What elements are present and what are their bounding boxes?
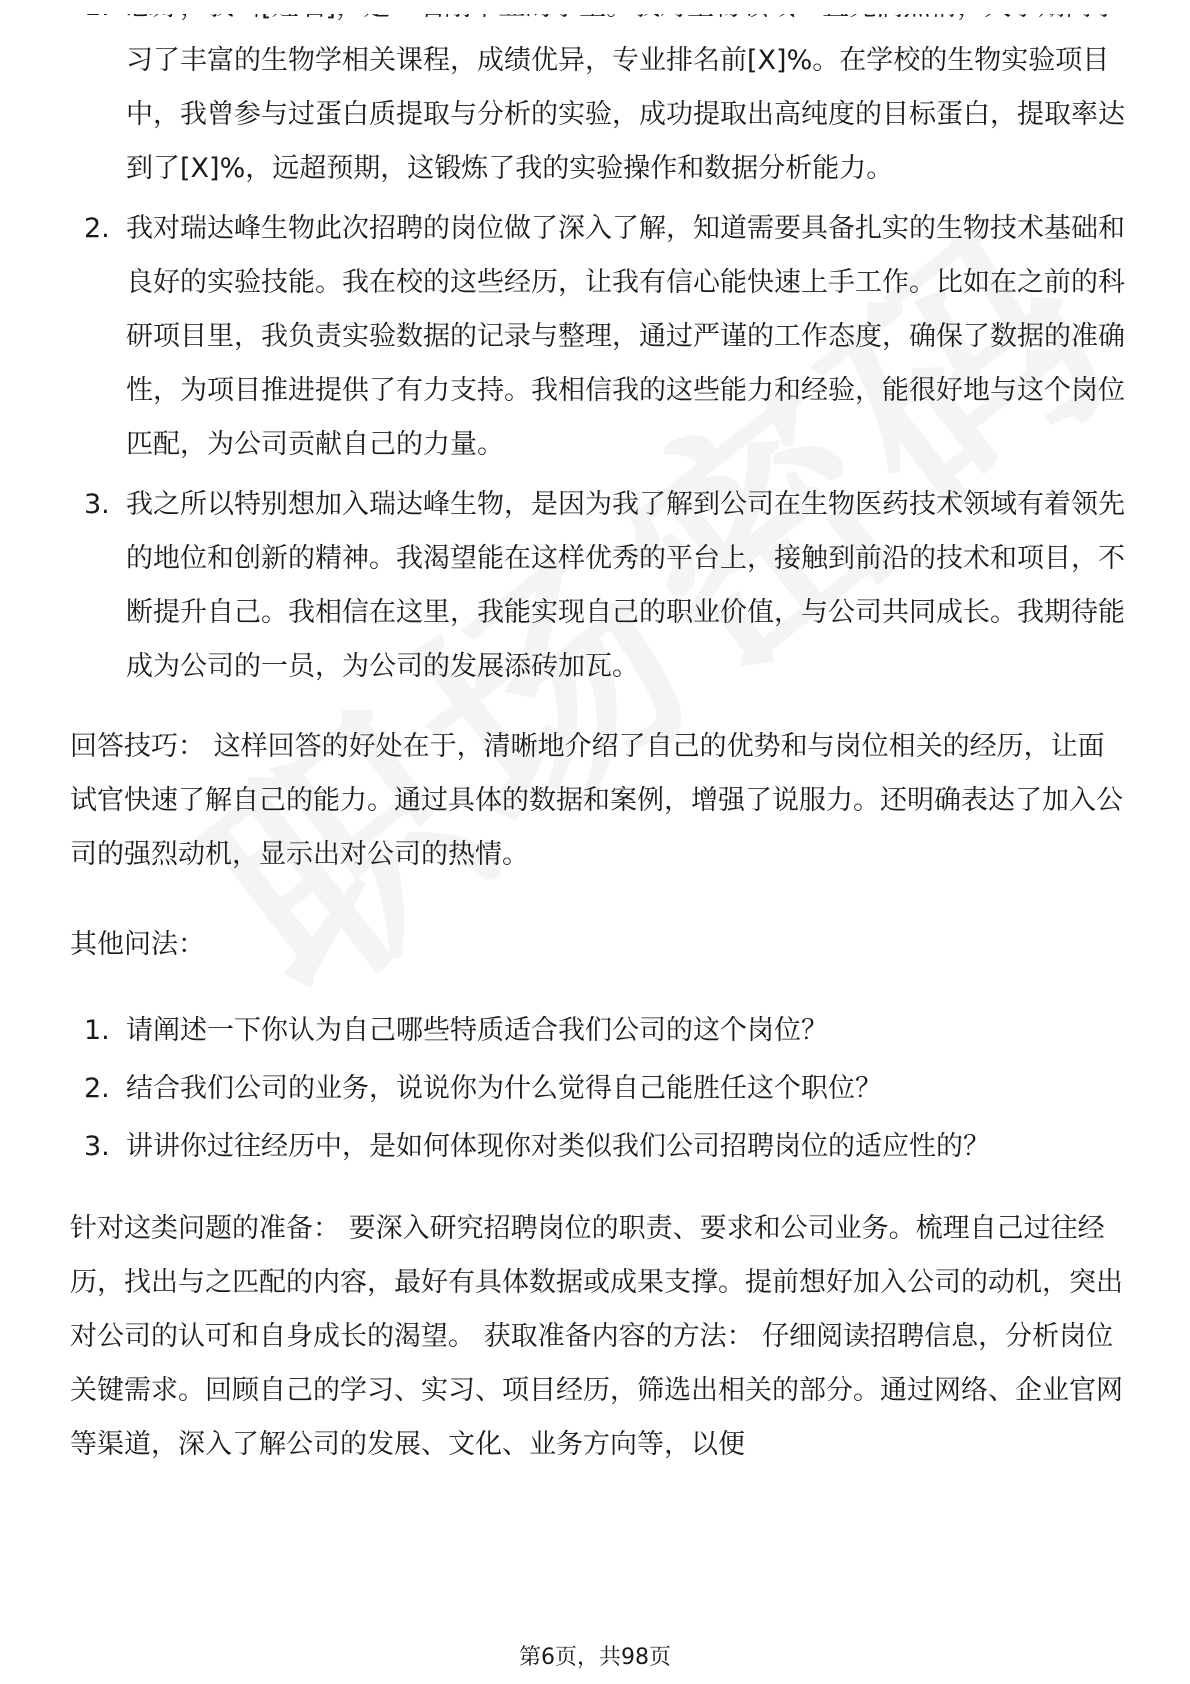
question-number: 2. — [84, 1073, 110, 1104]
page-number-footer: 第6页，共98页 — [519, 1645, 671, 1670]
other-question-item-2 — [70, 1062, 1130, 1116]
answer-item-number: 2. — [84, 213, 110, 244]
page-top-edge — [0, 0, 1190, 14]
question-text: 讲讲你过往经历中，是如何体现你对类似我们公司招聘岗位的适应性的？ — [126, 1131, 990, 1162]
preparation-paragraph: 针对这类问题的准备： 要深入研究招聘岗位的职责、要求和公司业务。梳理自己过往经历，找出与之匹配的内容，最好有具体数据或成果支撑。提前想好加入公司的动机，突出对公司的认可和自身成长的渴望。 获取准备内容的方法： 仔细阅读招聘信息，分析岗位关键需求。回顾自己的学习、实习、项目经历，筛选出相关的部分。通过网络、企业官网等渠道，深入了解公司的发展、文化、业务方向等，以便 — [70, 1213, 1123, 1460]
answer-item-text: 我对瑞达峰生物此次招聘的岗位做了深入了解，知道需要具备扎实的生物技术基础和良好的实验技能。我在校的这些经历，让我有信心能快速上手工作。比如在之前的科研项目里，我负责实验数据的记录与整理，通过严谨的工作态度，确保了数据的准确性，为项目推进提供了有力支持。我相信我的这些能力和经验，能很好地与这个岗位匹配，为公司贡献自己的力量。 — [126, 213, 1125, 460]
other-question-item-1 — [70, 1004, 1130, 1058]
answer-tips-paragraph: 回答技巧： 这样回答的好处在于，清晰地介绍了自己的优势和与岗位相关的经历，让面试官快速了解自己的能力。通过具体的数据和案例，增强了说服力。还明确表达了加入公司的强烈动机，显示出对公司的热情。 — [70, 731, 1123, 870]
answer-item-1 — [70, 0, 1130, 196]
question-text: 结合我们公司的业务，说说你为什么觉得自己能胜任这个职位？ — [126, 1073, 882, 1104]
answer-item-2 — [70, 202, 1130, 472]
answer-item-text: 习了丰富的生物学相关课程，成绩优异，专业排名前[X]%。在学校的生物实验项目中，我曾参与过蛋白质提取与分析的实验，成功提取出高纯度的目标蛋白，提取率达到了[X]%，远超预期，这锻炼了我的实验操作和数据分析能力。 — [126, 45, 1125, 184]
page-content — [70, 0, 1130, 1472]
other-questions-list — [70, 1004, 1130, 1174]
answer-list — [70, 0, 1130, 694]
question-text: 请阐述一下你认为自己哪些特质适合我们公司的这个岗位？ — [126, 1015, 828, 1046]
answer-item-text: 我之所以特别想加入瑞达峰生物，是因为我了解到公司在生物医药技术领域有着领先的地位和创新的精神。我渴望能在这样优秀的平台上，接触到前沿的技术和项目，不断提升自己。我相信在这里，我能实现自己的职业价值，与公司共同成长。我期待能成为公司的一员，为公司的发展添砖加瓦。 — [126, 489, 1125, 682]
other-question-item-3 — [70, 1120, 1130, 1174]
other-questions-heading: 其他问法： — [70, 929, 205, 960]
answer-item-number: 3. — [84, 489, 110, 520]
answer-item-3 — [70, 478, 1130, 694]
question-number: 3. — [84, 1131, 110, 1162]
question-number: 1. — [84, 1015, 110, 1046]
